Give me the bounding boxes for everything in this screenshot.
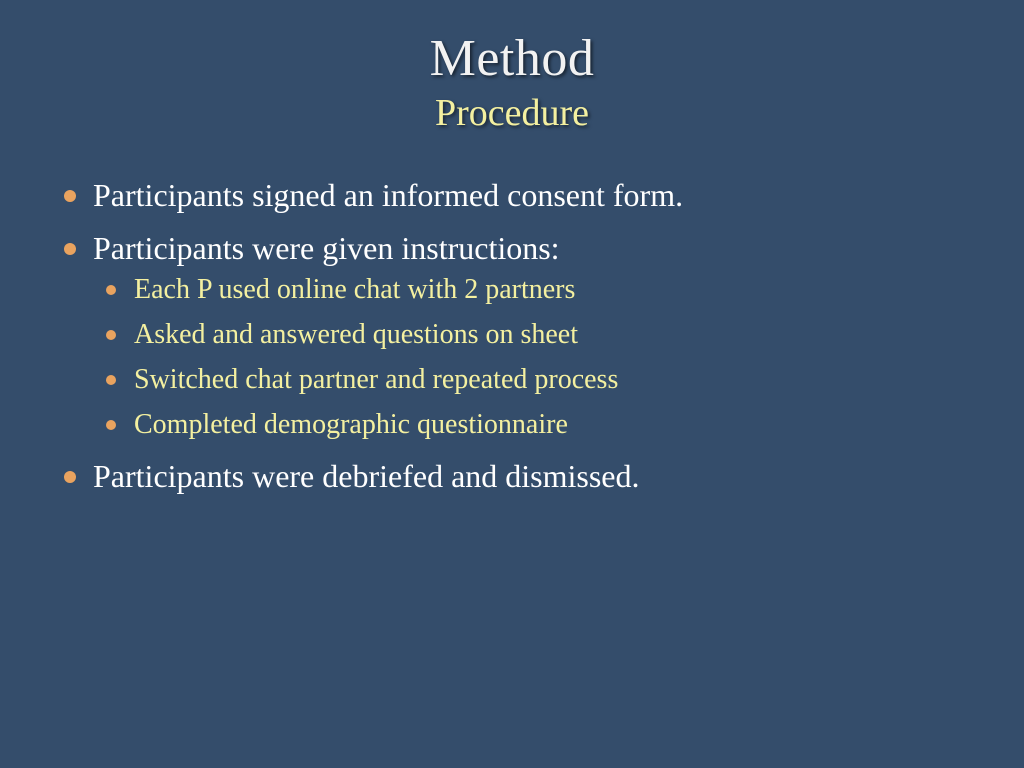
sub-bullet-item — [102, 273, 990, 307]
bullet-item — [60, 176, 990, 214]
bullet-item — [60, 457, 990, 495]
bullet-dot-icon — [106, 420, 116, 430]
sub-bullet-list — [102, 273, 990, 442]
bullet-item — [60, 229, 990, 442]
bullet-dot-icon — [106, 285, 116, 295]
bullet-text: Participants were debriefed and dismissed. — [93, 458, 640, 494]
sub-bullet-item — [102, 363, 990, 397]
slide-subtitle: Procedure — [434, 92, 590, 134]
bullet-dot-icon — [64, 471, 76, 483]
bullet-text: Participants signed an informed consent form. — [93, 177, 684, 213]
sub-bullet-text: Completed demographic questionnaire — [134, 409, 568, 440]
sub-bullet-text: Asked and answered questions on sheet — [134, 319, 579, 350]
title-block — [0, 28, 1024, 136]
bullet-dot-icon — [64, 243, 76, 255]
bullet-dot-icon — [106, 330, 116, 340]
slide-title: Method — [429, 30, 595, 87]
sub-bullet-item — [102, 408, 990, 442]
bullet-list — [60, 176, 990, 510]
sub-bullet-text: Switched chat partner and repeated process — [134, 364, 619, 395]
bullet-dot-icon — [64, 190, 76, 202]
sub-bullet-text: Each P used online chat with 2 partners — [134, 274, 576, 305]
bullet-text: Participants were given instructions: — [93, 230, 560, 266]
bullet-dot-icon — [106, 375, 116, 385]
sub-bullet-item — [102, 318, 990, 352]
